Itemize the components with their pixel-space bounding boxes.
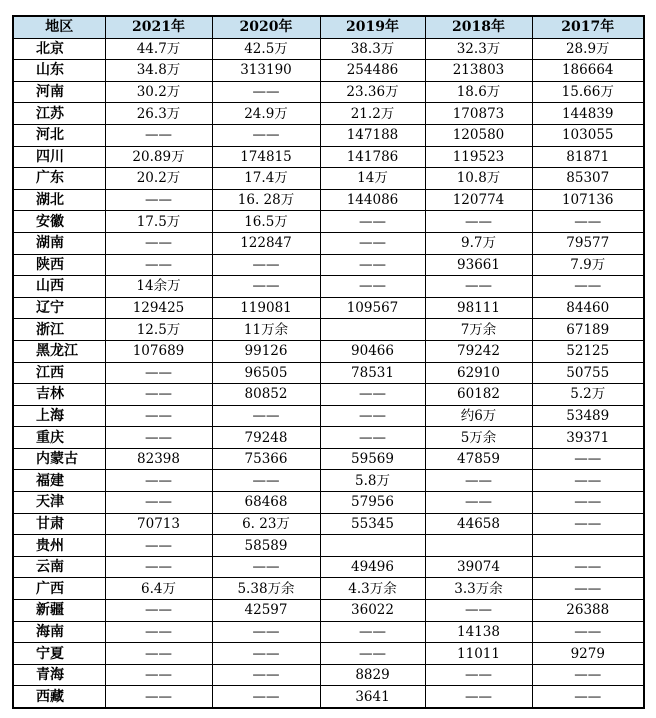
table-row xyxy=(13,664,644,686)
value-cell-2019: —— xyxy=(320,254,425,276)
value-cell-2019: 36022 xyxy=(320,600,425,622)
value-cell-2021: —— xyxy=(105,362,212,384)
region-name-cell: 青海 xyxy=(13,664,105,686)
value-cell-2017: —— xyxy=(532,513,644,535)
value-cell-2018: —— xyxy=(425,211,532,233)
data-table-container xyxy=(12,15,643,709)
value-cell-2017: 50755 xyxy=(532,362,644,384)
value-cell-2017 xyxy=(532,535,644,557)
value-cell-2020: 119081 xyxy=(212,297,320,319)
table-row xyxy=(13,405,644,427)
value-cell-2021: 17.5万 xyxy=(105,211,212,233)
value-cell-2019: 14万 xyxy=(320,168,425,190)
value-cell-2019: —— xyxy=(320,427,425,449)
value-cell-2020: 24.9万 xyxy=(212,103,320,125)
header-year-2017: 2017年 xyxy=(532,16,644,38)
value-cell-2020: —— xyxy=(212,81,320,103)
value-cell-2017: 7.9万 xyxy=(532,254,644,276)
value-cell-2018: —— xyxy=(425,470,532,492)
region-name-cell: 天津 xyxy=(13,492,105,514)
value-cell-2017: 84460 xyxy=(532,297,644,319)
value-cell-2021: 20.2万 xyxy=(105,168,212,190)
value-cell-2021: 34.8万 xyxy=(105,60,212,82)
value-cell-2020: 5.38万余 xyxy=(212,578,320,600)
value-cell-2017: 26388 xyxy=(532,600,644,622)
value-cell-2020: 174815 xyxy=(212,146,320,168)
value-cell-2020: 96505 xyxy=(212,362,320,384)
table-body xyxy=(13,38,644,708)
header-row xyxy=(13,16,644,38)
value-cell-2020: —— xyxy=(212,124,320,146)
table-row xyxy=(13,492,644,514)
value-cell-2018: 98111 xyxy=(425,297,532,319)
value-cell-2019: 5.8万 xyxy=(320,470,425,492)
value-cell-2021: 82398 xyxy=(105,448,212,470)
value-cell-2018: 约6万 xyxy=(425,405,532,427)
value-cell-2019: 109567 xyxy=(320,297,425,319)
value-cell-2018: 9.7万 xyxy=(425,232,532,254)
value-cell-2017: 15.66万 xyxy=(532,81,644,103)
value-cell-2020: 11万余 xyxy=(212,319,320,341)
value-cell-2018: 60182 xyxy=(425,384,532,406)
value-cell-2018: 7万余 xyxy=(425,319,532,341)
region-statistics-table xyxy=(12,15,645,709)
table-row xyxy=(13,427,644,449)
value-cell-2017: —— xyxy=(532,448,644,470)
value-cell-2019 xyxy=(320,535,425,557)
value-cell-2020: —— xyxy=(212,556,320,578)
value-cell-2019: 8829 xyxy=(320,664,425,686)
table-row xyxy=(13,448,644,470)
value-cell-2019: 49496 xyxy=(320,556,425,578)
value-cell-2017: 9279 xyxy=(532,643,644,665)
table-row xyxy=(13,297,644,319)
table-row xyxy=(13,81,644,103)
value-cell-2018: 170873 xyxy=(425,103,532,125)
table-row xyxy=(13,319,644,341)
value-cell-2019: —— xyxy=(320,276,425,298)
value-cell-2019: 3641 xyxy=(320,686,425,708)
value-cell-2021: 44.7万 xyxy=(105,38,212,60)
value-cell-2017: —— xyxy=(532,492,644,514)
value-cell-2018: 79242 xyxy=(425,340,532,362)
value-cell-2018: 62910 xyxy=(425,362,532,384)
value-cell-2021: 30.2万 xyxy=(105,81,212,103)
region-name-cell: 重庆 xyxy=(13,427,105,449)
region-name-cell: 广东 xyxy=(13,168,105,190)
table-row xyxy=(13,578,644,600)
value-cell-2017: 67189 xyxy=(532,319,644,341)
value-cell-2020: 6. 23万 xyxy=(212,513,320,535)
value-cell-2017: 28.9万 xyxy=(532,38,644,60)
table-row xyxy=(13,232,644,254)
value-cell-2021: —— xyxy=(105,664,212,686)
value-cell-2019: 90466 xyxy=(320,340,425,362)
value-cell-2021: —— xyxy=(105,600,212,622)
value-cell-2019: —— xyxy=(320,621,425,643)
region-name-cell: 陕西 xyxy=(13,254,105,276)
value-cell-2021: 26.3万 xyxy=(105,103,212,125)
region-name-cell: 吉林 xyxy=(13,384,105,406)
value-cell-2017: —— xyxy=(532,664,644,686)
region-name-cell: 北京 xyxy=(13,38,105,60)
table-row xyxy=(13,254,644,276)
value-cell-2018: 11011 xyxy=(425,643,532,665)
value-cell-2019: 78531 xyxy=(320,362,425,384)
value-cell-2021: 129425 xyxy=(105,297,212,319)
header-year-2018: 2018年 xyxy=(425,16,532,38)
value-cell-2019: —— xyxy=(320,643,425,665)
value-cell-2017: 5.2万 xyxy=(532,384,644,406)
region-name-cell: 山西 xyxy=(13,276,105,298)
region-name-cell: 甘肃 xyxy=(13,513,105,535)
region-name-cell: 海南 xyxy=(13,621,105,643)
value-cell-2021: —— xyxy=(105,470,212,492)
value-cell-2021: —— xyxy=(105,556,212,578)
region-name-cell: 江苏 xyxy=(13,103,105,125)
value-cell-2017: 39371 xyxy=(532,427,644,449)
value-cell-2020: —— xyxy=(212,643,320,665)
value-cell-2020: —— xyxy=(212,621,320,643)
value-cell-2019: —— xyxy=(320,384,425,406)
value-cell-2018: 3.3万余 xyxy=(425,578,532,600)
region-name-cell: 四川 xyxy=(13,146,105,168)
value-cell-2018: 47859 xyxy=(425,448,532,470)
value-cell-2019: —— xyxy=(320,232,425,254)
value-cell-2018: 18.6万 xyxy=(425,81,532,103)
table-row xyxy=(13,168,644,190)
region-name-cell: 辽宁 xyxy=(13,297,105,319)
value-cell-2020: 313190 xyxy=(212,60,320,82)
region-name-cell: 福建 xyxy=(13,470,105,492)
value-cell-2021: —— xyxy=(105,189,212,211)
region-name-cell: 湖北 xyxy=(13,189,105,211)
region-name-cell: 河北 xyxy=(13,124,105,146)
table-row xyxy=(13,535,644,557)
value-cell-2018: —— xyxy=(425,686,532,708)
table-row xyxy=(13,103,644,125)
value-cell-2017: 107136 xyxy=(532,189,644,211)
value-cell-2018: —— xyxy=(425,276,532,298)
region-name-cell: 河南 xyxy=(13,81,105,103)
region-name-cell: 黑龙江 xyxy=(13,340,105,362)
value-cell-2018: 5万余 xyxy=(425,427,532,449)
value-cell-2018: 14138 xyxy=(425,621,532,643)
value-cell-2019: 23.36万 xyxy=(320,81,425,103)
value-cell-2018 xyxy=(425,535,532,557)
value-cell-2021: —— xyxy=(105,535,212,557)
value-cell-2018: —— xyxy=(425,664,532,686)
table-row xyxy=(13,362,644,384)
value-cell-2020: —— xyxy=(212,686,320,708)
value-cell-2017: —— xyxy=(532,621,644,643)
value-cell-2017: 79577 xyxy=(532,232,644,254)
value-cell-2021: —— xyxy=(105,254,212,276)
value-cell-2017: —— xyxy=(532,578,644,600)
value-cell-2019: 38.3万 xyxy=(320,38,425,60)
value-cell-2020: 42.5万 xyxy=(212,38,320,60)
region-name-cell: 广西 xyxy=(13,578,105,600)
region-name-cell: 西藏 xyxy=(13,686,105,708)
value-cell-2019: 21.2万 xyxy=(320,103,425,125)
value-cell-2021: —— xyxy=(105,384,212,406)
value-cell-2021: —— xyxy=(105,232,212,254)
value-cell-2017: —— xyxy=(532,556,644,578)
table-row xyxy=(13,276,644,298)
value-cell-2019 xyxy=(320,319,425,341)
region-name-cell: 内蒙古 xyxy=(13,448,105,470)
value-cell-2020: —— xyxy=(212,470,320,492)
table-row xyxy=(13,38,644,60)
value-cell-2017: —— xyxy=(532,470,644,492)
value-cell-2019: 59569 xyxy=(320,448,425,470)
value-cell-2020: 42597 xyxy=(212,600,320,622)
value-cell-2020: 80852 xyxy=(212,384,320,406)
value-cell-2021: —— xyxy=(105,621,212,643)
value-cell-2020: 75366 xyxy=(212,448,320,470)
header-year-2019: 2019年 xyxy=(320,16,425,38)
table-row xyxy=(13,643,644,665)
region-name-cell: 浙江 xyxy=(13,319,105,341)
header-region: 地区 xyxy=(13,16,105,38)
value-cell-2019: 141786 xyxy=(320,146,425,168)
value-cell-2020: 122847 xyxy=(212,232,320,254)
table-row xyxy=(13,556,644,578)
value-cell-2019: 4.3万余 xyxy=(320,578,425,600)
value-cell-2019: —— xyxy=(320,211,425,233)
region-name-cell: 上海 xyxy=(13,405,105,427)
value-cell-2021: —— xyxy=(105,492,212,514)
value-cell-2019: 57956 xyxy=(320,492,425,514)
value-cell-2018: —— xyxy=(425,492,532,514)
value-cell-2020: —— xyxy=(212,254,320,276)
value-cell-2017: 85307 xyxy=(532,168,644,190)
value-cell-2021: 107689 xyxy=(105,340,212,362)
value-cell-2021: 6.4万 xyxy=(105,578,212,600)
table-row xyxy=(13,124,644,146)
value-cell-2020: 16.5万 xyxy=(212,211,320,233)
value-cell-2017: 52125 xyxy=(532,340,644,362)
value-cell-2020: —— xyxy=(212,664,320,686)
value-cell-2017: 53489 xyxy=(532,405,644,427)
region-name-cell: 云南 xyxy=(13,556,105,578)
region-name-cell: 江西 xyxy=(13,362,105,384)
value-cell-2018: 39074 xyxy=(425,556,532,578)
value-cell-2020: 17.4万 xyxy=(212,168,320,190)
region-name-cell: 湖南 xyxy=(13,232,105,254)
value-cell-2021: —— xyxy=(105,643,212,665)
value-cell-2018: 32.3万 xyxy=(425,38,532,60)
value-cell-2018: 213803 xyxy=(425,60,532,82)
table-row xyxy=(13,60,644,82)
value-cell-2020: —— xyxy=(212,405,320,427)
value-cell-2021: 14余万 xyxy=(105,276,212,298)
value-cell-2019: —— xyxy=(320,405,425,427)
table-row xyxy=(13,600,644,622)
header-year-2021: 2021年 xyxy=(105,16,212,38)
region-name-cell: 贵州 xyxy=(13,535,105,557)
value-cell-2021: —— xyxy=(105,405,212,427)
value-cell-2018: 93661 xyxy=(425,254,532,276)
value-cell-2017: 186664 xyxy=(532,60,644,82)
value-cell-2019: 55345 xyxy=(320,513,425,535)
table-row xyxy=(13,513,644,535)
value-cell-2021: —— xyxy=(105,124,212,146)
table-row xyxy=(13,146,644,168)
table-row xyxy=(13,384,644,406)
header-year-2020: 2020年 xyxy=(212,16,320,38)
table-row xyxy=(13,340,644,362)
region-name-cell: 安徽 xyxy=(13,211,105,233)
value-cell-2018: 44658 xyxy=(425,513,532,535)
value-cell-2021: 70713 xyxy=(105,513,212,535)
value-cell-2019: 254486 xyxy=(320,60,425,82)
table-row xyxy=(13,621,644,643)
value-cell-2021: —— xyxy=(105,427,212,449)
table-row xyxy=(13,211,644,233)
value-cell-2018: 120774 xyxy=(425,189,532,211)
value-cell-2017: 144839 xyxy=(532,103,644,125)
value-cell-2020: 99126 xyxy=(212,340,320,362)
table-row xyxy=(13,470,644,492)
value-cell-2018: 120580 xyxy=(425,124,532,146)
region-name-cell: 山东 xyxy=(13,60,105,82)
value-cell-2017: 103055 xyxy=(532,124,644,146)
value-cell-2017: —— xyxy=(532,211,644,233)
value-cell-2021: 20.89万 xyxy=(105,146,212,168)
value-cell-2020: 68468 xyxy=(212,492,320,514)
value-cell-2018: 10.8万 xyxy=(425,168,532,190)
value-cell-2021: 12.5万 xyxy=(105,319,212,341)
table-row xyxy=(13,189,644,211)
value-cell-2018: 119523 xyxy=(425,146,532,168)
region-name-cell: 新疆 xyxy=(13,600,105,622)
value-cell-2020: 58589 xyxy=(212,535,320,557)
value-cell-2019: 147188 xyxy=(320,124,425,146)
value-cell-2020: —— xyxy=(212,276,320,298)
value-cell-2017: 81871 xyxy=(532,146,644,168)
value-cell-2017: —— xyxy=(532,276,644,298)
value-cell-2021: —— xyxy=(105,686,212,708)
value-cell-2017: —— xyxy=(532,686,644,708)
value-cell-2019: 144086 xyxy=(320,189,425,211)
region-name-cell: 宁夏 xyxy=(13,643,105,665)
value-cell-2018: —— xyxy=(425,600,532,622)
value-cell-2020: 16. 28万 xyxy=(212,189,320,211)
value-cell-2020: 79248 xyxy=(212,427,320,449)
table-row xyxy=(13,686,644,708)
